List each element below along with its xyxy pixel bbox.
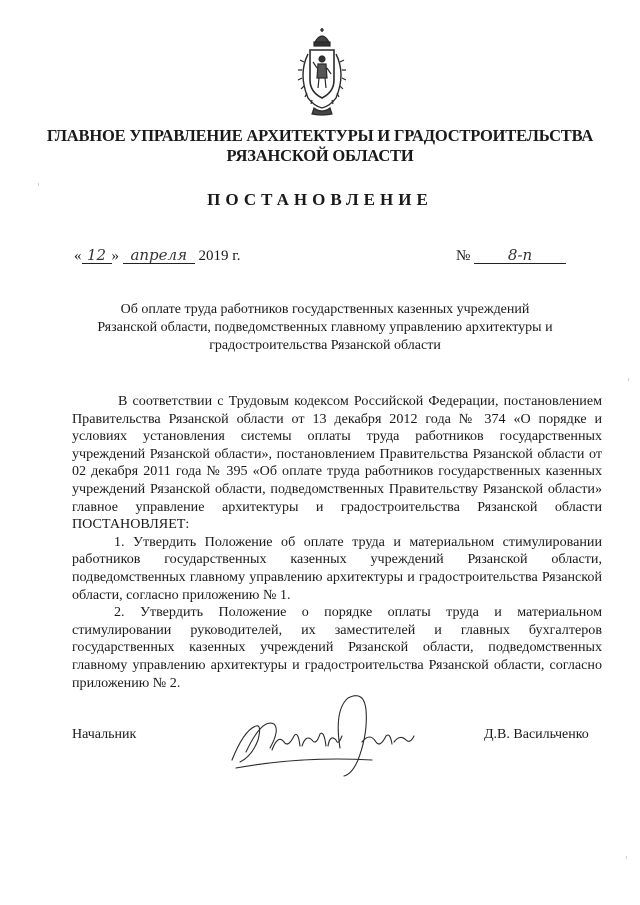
coat-of-arms-icon	[296, 28, 348, 116]
document-body	[72, 393, 602, 692]
document-type-title: ПОСТАНОВЛЕНИЕ	[207, 190, 433, 209]
date-month-handwritten: апреля	[123, 247, 195, 264]
date-open-quote: «	[74, 248, 82, 264]
document-date	[74, 247, 240, 265]
handwritten-signature	[222, 690, 422, 780]
number-label: №	[456, 248, 471, 264]
resolution-item-1: 1. Утвердить Положение об оплате труда и материальном стимулировании работников государственных казенных учреждений Рязанской области, подведомственных главному управлению архитектуры и градостроительства Рязанской области, согласно приложению № 1.	[72, 533, 602, 603]
date-close-quote: »	[111, 248, 119, 264]
signatory-title: Начальник	[72, 727, 137, 742]
scan-mark	[626, 856, 627, 859]
number-handwritten: 8-п	[474, 247, 566, 264]
date-day-handwritten: 12	[82, 247, 112, 264]
signatory-name: Д.В. Васильченко	[484, 727, 589, 742]
document-number	[456, 247, 566, 265]
document-subject: Об оплате труда работников государственных казенных учреждений Рязанской области, подведомственных главному управлению архитектуры и градостроительства Рязанской области	[97, 302, 553, 353]
organization-name-line1: ГЛАВНОЕ УПРАВЛЕНИЕ АРХИТЕКТУРЫ И ГРАДОСТРОИТЕЛЬСТВА	[46, 126, 594, 145]
scan-mark	[38, 183, 39, 186]
date-year: 2019 г.	[194, 248, 241, 264]
resolution-item-2: 2. Утвердить Положение о порядке оплаты труда и материальном стимулировании руководителей, их заместителей и главных бухгалтеров государственных казенных учреждений Рязанской области, подведомственных главному управлению архитектуры и градостроительства Рязанской области, согласно приложению № 2.	[72, 604, 602, 691]
scan-mark	[628, 378, 629, 381]
organization-name-line2: РЯЗАНСКОЙ ОБЛАСТИ	[226, 146, 414, 165]
preamble-paragraph: В соответствии с Трудовым кодексом Российской Федерации, постановлением Правительства Рязанской области от 13 декабря 2012 года № 374 «О порядке и условиях установления системы оплаты труда работников государственных учреждений Рязанской области», постановлением Правительства Рязанской области от 02 декабря 2011 года № 395 «Об оплате труда работников государственных казенных учреждений Рязанской области, подведомственных Правительству Рязанской области» главное управление архитектуры и градостроительства Рязанской области ПОСТАНОВЛЯЕТ:	[72, 393, 602, 533]
